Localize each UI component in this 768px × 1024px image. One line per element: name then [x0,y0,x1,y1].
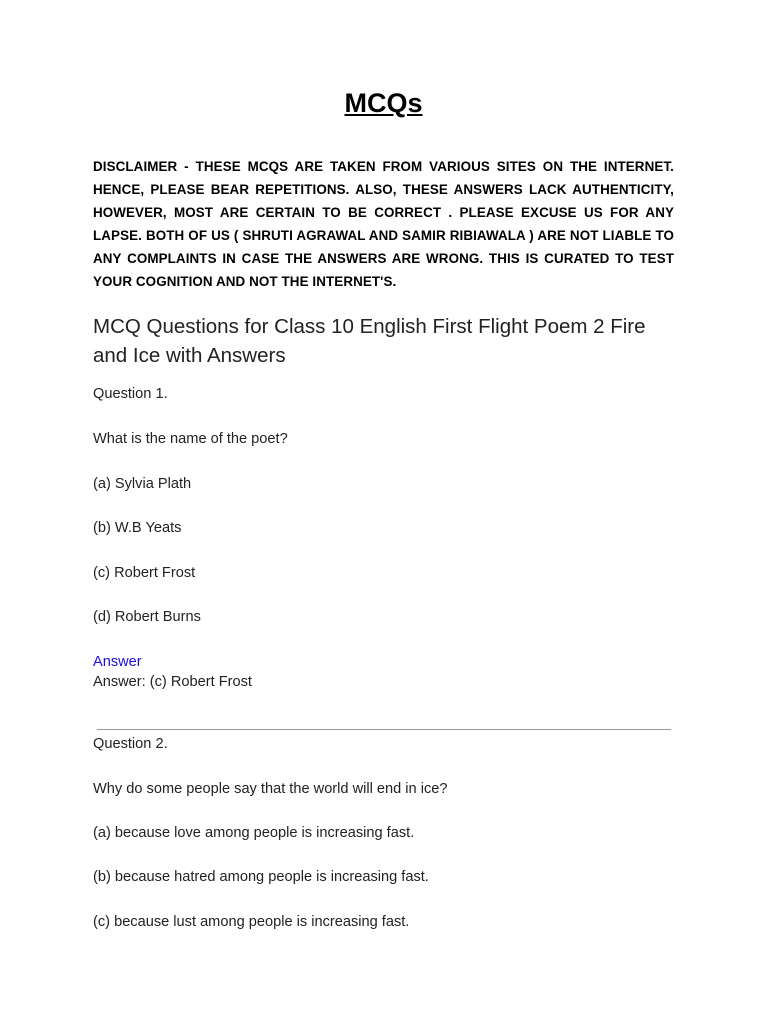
answer-text: Answer: (c) Robert Frost [93,674,252,690]
option-d: (d) Robert Burns [93,609,201,625]
disclaimer-text: DISCLAIMER - THESE MCQS ARE TAKEN FROM VARIOUS SITES ON THE INTERNET. HENCE, PLEASE BEAR REPETITIONS. ALSO, THESE ANSWERS LACK AUTHENTICITY, HOWEVER, MOST ARE CERTAIN TO BE CORRECT . PLEASE EXCUSE US FOR ANY LAPSE. BOTH OF US ( SHRUTI AGRAWAL AND SAMIR RIBIAWALA ) ARE NOT LIABLE TO ANY COMPLAINTS IN CASE THE ANSWERS ARE WRONG. THIS IS CURATED TO TEST YOUR COGNITION AND NOT THE INTERNET'S. [93,159,674,289]
question-text: Why do some people say that the world will end in ice? [93,781,448,797]
option-b: (b) W.B Yeats [93,520,182,536]
question-number: Question 2. [93,736,168,752]
option-a: (a) Sylvia Plath [93,476,192,492]
option-b: (b) because hatred among people is increasing fast. [93,869,429,885]
question-number: Question 1. [93,386,168,402]
answer-toggle-link[interactable]: Answer [93,654,142,670]
option-c: (c) Robert Frost [93,565,196,581]
section-heading: MCQ Questions for Class 10 English First Flight Poem 2 Fire and Ice with Answers [93,315,646,367]
page-title: MCQs [344,88,423,118]
question-text: What is the name of the poet? [93,431,288,447]
option-a: (a) because love among people is increasing fast. [93,825,415,841]
question-divider [97,729,671,730]
option-c: (c) because lust among people is increasing fast. [93,914,410,930]
